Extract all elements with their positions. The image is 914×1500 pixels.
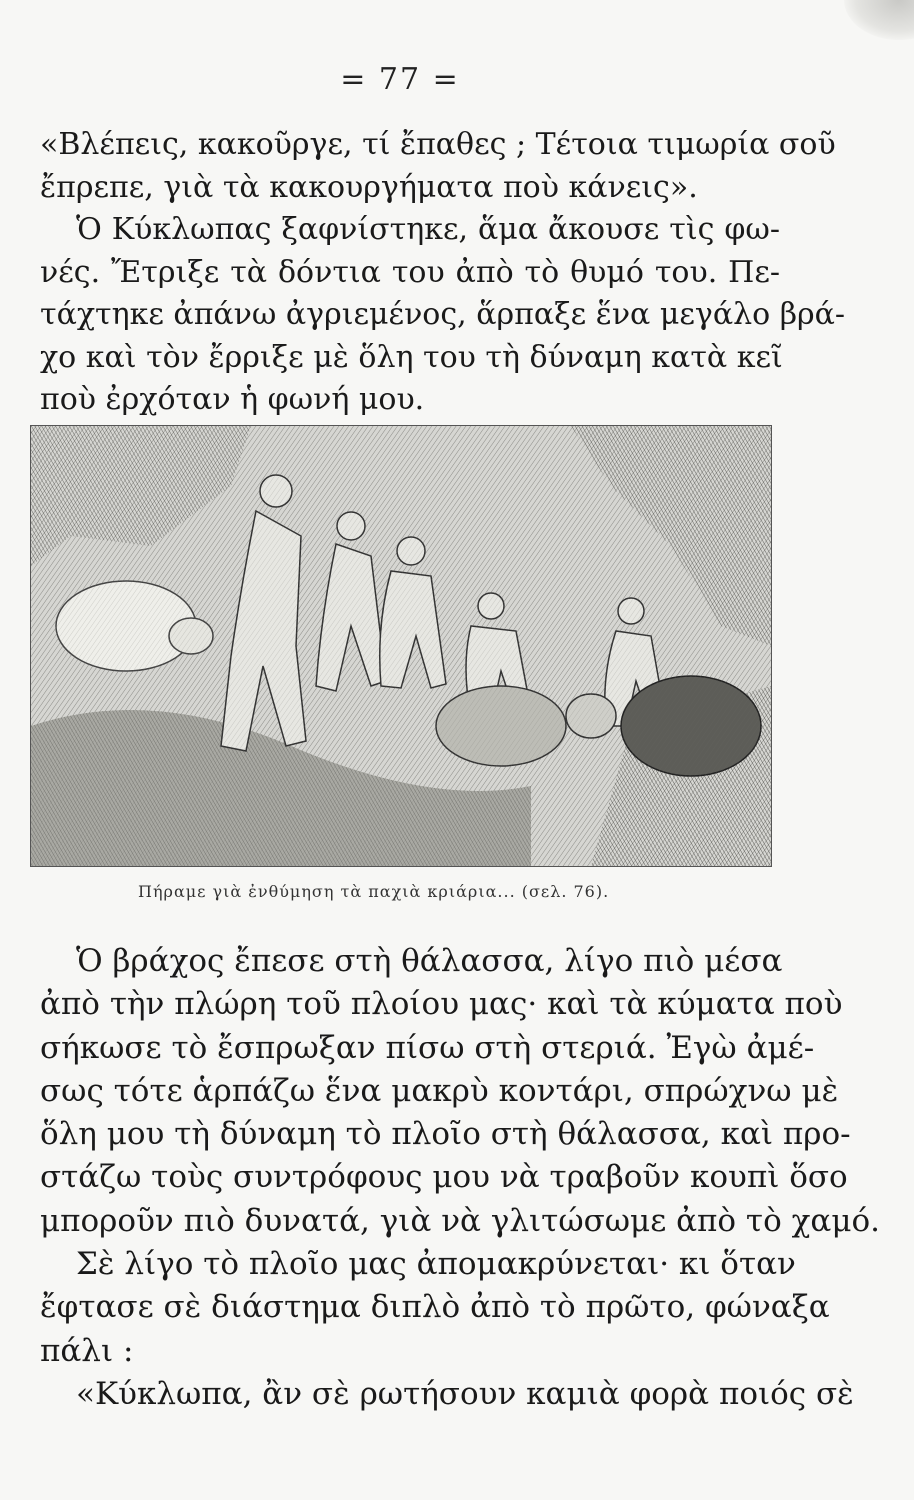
text-line: «Βλέπεις, κακοῦργε, τί ἔπαθες ; Τέτοια τιμωρία σοῦ	[40, 127, 836, 162]
illustration-caption: Πήραμε γιὰ ἐνθύμηση τὰ παχιὰ κριάρια... (σελ. 76).	[138, 882, 610, 901]
text-line: Σὲ λίγο τὸ πλοῖο μας ἀπομακρύνεται· κι ὅταν	[76, 1246, 796, 1283]
text-line: τάχτηκε ἀπάνω ἀγριεμένος, ἅρπαξε ἕνα μεγάλο βρά-	[40, 297, 846, 332]
text-line: ἔπρεπε, γιὰ τὰ κακουργήματα ποὺ κάνεις».	[40, 169, 698, 205]
text-line: χο καὶ τὸν ἔρριξε μὲ ὅλη του τὴ δύναμη κατὰ κεῖ	[40, 339, 783, 375]
text-line: «Κύκλωπα, ἂν σὲ ρωτήσουν καμιὰ φορὰ ποιός σὲ	[76, 1375, 854, 1412]
text-line: ἔφτασε σὲ διάστημα διπλὸ ἀπὸ τὸ πρῶτο, φώναξα	[40, 1289, 830, 1326]
text-line: σως τότε ἁρπάζω ἕνα μακρὺ κοντάρι, σπρώχνω μὲ	[40, 1072, 839, 1109]
engraving-image	[31, 426, 771, 866]
page-number: = 77 =	[340, 62, 460, 97]
text-line: στάζω τοὺς συντρόφους μου νὰ τραβοῦν κουπὶ ὅσο	[40, 1159, 848, 1196]
page-corner-smudge	[844, 0, 914, 40]
text-line: νές. Ἔτριξε τὰ δόντια του ἀπὸ τὸ θυμό του. Πε-	[40, 254, 780, 290]
text-line: Ὁ βράχος ἔπεσε στὴ θάλασσα, λίγο πιὸ μέσα	[76, 943, 783, 979]
text-line: πάλι :	[40, 1332, 134, 1369]
text-line: ἀπὸ τὴν πλώρη τοῦ πλοίου μας· καὶ τὰ κύματα ποὺ	[40, 986, 843, 1023]
paragraph-top	[40, 124, 846, 422]
text-line: ὅλη μου τὴ δύναμη τὸ πλοῖο στὴ θάλασσα, καὶ προ-	[40, 1116, 851, 1153]
engraving-illustration	[30, 425, 772, 867]
text-line: ποὺ ἐρχόταν ἡ φωνή μου.	[40, 382, 425, 417]
text-line: Ὁ Κύκλωπας ξαφνίστηκε, ἅμα ἄκουσε τὶς φω-	[76, 212, 780, 247]
paragraph-bottom	[40, 940, 880, 1416]
text-line: σήκωσε τὸ ἔσπρωξαν πίσω στὴ στεριά. Ἐγὼ ἀμέ-	[40, 1029, 815, 1066]
text-line: μποροῦν πιὸ δυνατά, γιὰ νὰ γλιτώσωμε ἀπὸ τὸ χαμό.	[40, 1202, 880, 1239]
